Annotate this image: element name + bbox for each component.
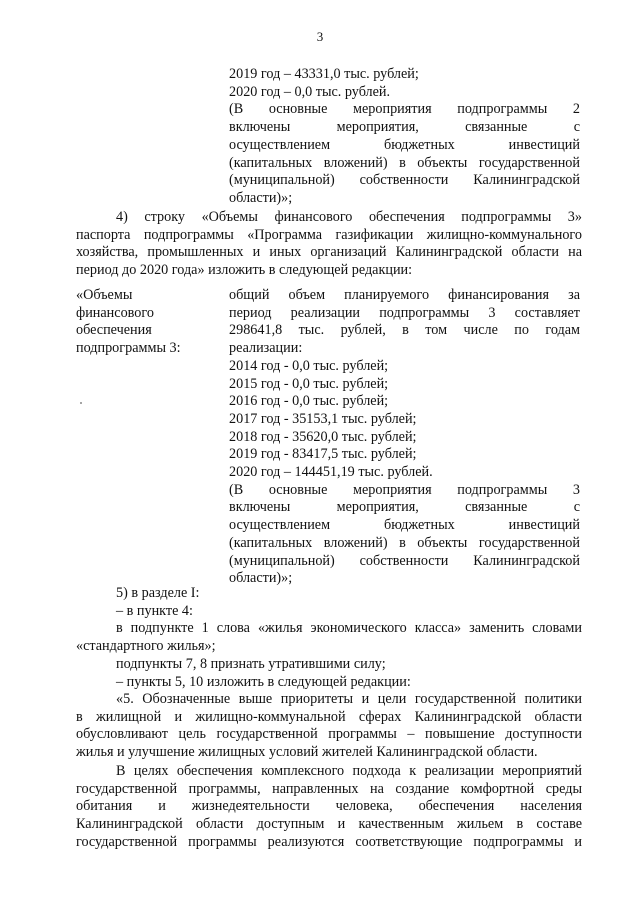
year-line: 2017 год - 35153,1 тыс. рублей; xyxy=(229,410,417,427)
paragraph-line: жилья и улучшение жилищных условий жителей Калининградской области. xyxy=(76,744,538,761)
year-line: 2020 год – 0,0 тыс. рублей. xyxy=(229,83,391,100)
paragraph-line: «5. Обозначенные выше приоритеты и цели государственной политики xyxy=(116,691,582,707)
note-line: (капитальных вложений) в объекты государственной xyxy=(229,534,580,551)
year-line: 2018 год - 35620,0 тыс. рублей; xyxy=(229,428,417,445)
note-line: области)»; xyxy=(229,189,293,206)
sub-item: «стандартного жилья»; xyxy=(76,638,216,655)
sub-item: – пункты 5, 10 изложить в следующей редакции: xyxy=(116,673,411,690)
sub-item: – в пункте 4: xyxy=(116,602,193,619)
value-line: период реализации подпрограммы 3 составляет xyxy=(229,304,580,321)
note-line: области)»; xyxy=(229,570,293,587)
note-line: (муниципальной) собственности Калининградской xyxy=(229,172,580,189)
year-line: 2019 год - 83417,5 тыс. рублей; xyxy=(229,446,417,463)
paragraph-line: государственной программы, направленных на создание комфортной среды xyxy=(76,780,582,797)
item-4-paragraph xyxy=(76,209,582,280)
label-line: обеспечения xyxy=(76,322,152,339)
paragraph-line: в жилищной и жилищно-коммунальной сферах Калининградской области xyxy=(76,708,582,725)
paragraph-line: период до 2020 года» изложить в следующей редакции: xyxy=(76,262,413,279)
section-heading: 5) в разделе I: xyxy=(116,585,200,601)
note-line: (муниципальной) собственности Калининградской xyxy=(229,552,580,569)
closing-paragraph xyxy=(76,763,582,852)
note-line: осуществлением бюджетных инвестиций xyxy=(229,136,580,153)
note-line: (В основные мероприятия подпрограммы 3 xyxy=(229,481,580,498)
paragraph-line: обитания и жизнедеятельности человека, обеспечения населения xyxy=(76,798,582,815)
year-line: 2016 год - 0,0 тыс. рублей; xyxy=(229,393,389,410)
note-line: (В основные мероприятия подпрограммы 2 xyxy=(229,101,580,118)
page-number: 3 xyxy=(316,29,324,44)
value-line: общий объем планируемого финансирования за xyxy=(229,287,580,303)
note-line: включены мероприятия, связанные с xyxy=(229,499,580,516)
paragraph-line: государственной программы реализуются соответствующие подпрограммы и xyxy=(76,833,582,850)
table-row-value xyxy=(229,287,580,588)
paragraph-line: Калининградской области доступным и качественным жильем в составе xyxy=(76,816,582,833)
paragraph-line: хозяйства, промышленных и иных организаций Калининградской области на xyxy=(76,244,582,261)
scan-speck xyxy=(80,402,82,404)
value-line: реализации: xyxy=(229,340,303,357)
subprogram-2-funding-tail xyxy=(229,66,580,208)
paragraph-line: В целях обеспечения комплексного подхода к реализации мероприятий xyxy=(116,763,582,779)
year-line: 2014 год - 0,0 тыс. рублей; xyxy=(229,357,389,374)
paragraph-line: обусловливают цель государственной программы – повышение доступности xyxy=(76,726,582,743)
paragraph-line: 4) строку «Объемы финансового обеспечения подпрограммы 3» xyxy=(116,209,582,225)
point-5-paragraph xyxy=(76,691,582,762)
note-line: включены мероприятия, связанные с xyxy=(229,119,580,136)
sub-item: подпункты 7, 8 признать утратившими силу; xyxy=(116,655,386,672)
year-line: 2020 год – 144451,19 тыс. рублей. xyxy=(229,464,433,481)
note-line: (капитальных вложений) в объекты государственной xyxy=(229,154,580,171)
paragraph-line: паспорта подпрограммы «Программа газификации жилищно-коммунального xyxy=(76,226,582,243)
note-line: осуществлением бюджетных инвестиций xyxy=(229,517,580,534)
value-line: 298641,8 тыс. рублей, в том числе по годам xyxy=(229,322,580,339)
year-line: 2015 год - 0,0 тыс. рублей; xyxy=(229,375,389,392)
year-line: 2019 год – 43331,0 тыс. рублей; xyxy=(229,66,419,82)
label-line: «Объемы xyxy=(76,287,133,303)
sub-item: в подпункте 1 слова «жилья экономического класса» заменить словами xyxy=(116,620,582,637)
item-5-block xyxy=(76,585,582,691)
table-row-label xyxy=(76,287,216,358)
label-line: подпрограммы 3: xyxy=(76,340,181,357)
label-line: финансового xyxy=(76,304,154,321)
